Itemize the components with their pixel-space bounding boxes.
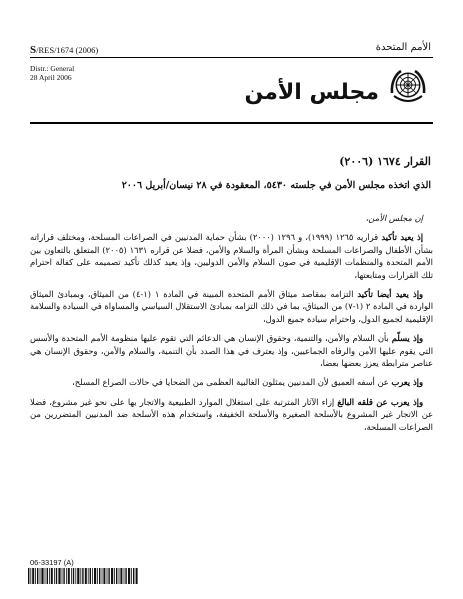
paragraph-lead: وإذ يسلّم	[391, 333, 424, 344]
document-date: 28 April 2006	[30, 73, 72, 82]
header-thick-rule	[30, 122, 433, 124]
preamble-paragraph-2	[30, 288, 433, 325]
document-symbol	[30, 44, 98, 56]
preamble-paragraph-1	[30, 231, 433, 281]
preamble-paragraph-4	[30, 376, 433, 388]
barcode-icon	[28, 568, 138, 584]
preamble-paragraph-5	[30, 396, 433, 433]
paragraph-lead: وإذ يعرب	[391, 377, 423, 388]
paragraph-lead: وإذ يعرب عن قلقه البالغ	[337, 396, 423, 407]
paragraph-lead: إذ يعيد تأكيد	[381, 232, 424, 243]
symbol-rest: /RES/1674 (2006)	[36, 45, 99, 55]
paragraph-text: قراريه ١٢٦٥ (١٩٩٩)، و ١٢٩٦ (٢٠٠٠) بشأن حماية المدنيين في الصراعات المسلحة، ومختلف قراراته بشأن الأطفال والصراعات المسلحة وبشأن المرأة والسلام والأمن، فضلا عن قراره ١٦٣١ (٢٠٠٥) المتعلق بالتعاون بين الأمم المتحدة والمنظمات الإقليمية في صون السلام والأمن الدوليين، وإذ يعيد كذلك تأكيد تصميمه على كفالة احترام تلك القرارات ومتابعتها،	[30, 232, 433, 280]
resolution-body	[30, 212, 433, 440]
un-name: الأمم المتحدة	[375, 42, 431, 53]
resolution-subtitle: الذي اتخذه مجلس الأمن في جلسته ٥٤٣٠، المعقودة في ٢٨ نيسان/أبريل ٢٠٠٦	[121, 180, 431, 191]
preamble-intro: إن مجلس الأمن،	[365, 213, 423, 223]
organ-title: مجلس الأمن	[244, 80, 379, 105]
paragraph-text: إزاء الآثار المترتبة على استغلال الموارد الطبيعية والاتجار بها على نحو غير مشروع، فضلا عن الاتجار غير المشروع بالأسلحة الصغيرة والأسلحة الخفيفة، واستخدام هذه الأسلحة ضد المدنيين المتضررين من الصراعات المسلحة،	[30, 396, 433, 432]
paragraph-lead: وإذ يعيد أيضا تأكيد	[357, 289, 424, 300]
distribution-label: Distr.: General	[30, 64, 75, 73]
preamble-paragraph-3	[30, 332, 433, 369]
paragraph-text: عن أسفه العميق لأن المدنيين يمثلون الغالبية العظمى من الضحايا في حالات الصراع المسلح،	[72, 377, 392, 388]
header-rule	[30, 57, 433, 58]
distribution-block	[30, 64, 74, 82]
symbol-prefix: S	[30, 44, 37, 56]
un-emblem-icon	[387, 66, 429, 108]
paragraph-text: التزامه بمقاصد ميثاق الأمم المتحدة المبينة في المادة ١ (١-٤) من الميثاق، وبمبادئ الميثاق الواردة في المادة ٢ (١-٧) من الميثاق، بما في ذلك التزامه بمبادئ الاستقلال السياسي والمساواة في السيادة والسلامة الإقليمية لجميع الدول، واحترام سيادة جميع الدول،	[30, 289, 434, 324]
paragraph-text: بأن السلام والأمن، والتنمية، وحقوق الإنسان هي الدعائم التي تقوم عليها منظومة الأمم المتحدة والأسس التي يقوم عليها الأمن والرفاه الجماعيين، وإذ يعترف في هذا الصدد بأن التنمية، والسلام والأمن، وحقوق الإنسان هي عناصر مترابطة يعزز بعضها بعضا،	[30, 333, 433, 369]
document-number: 06-33197 (A)	[30, 558, 74, 567]
resolution-title: القرار ١٦٧٤ (٢٠٠٦)	[339, 155, 431, 168]
